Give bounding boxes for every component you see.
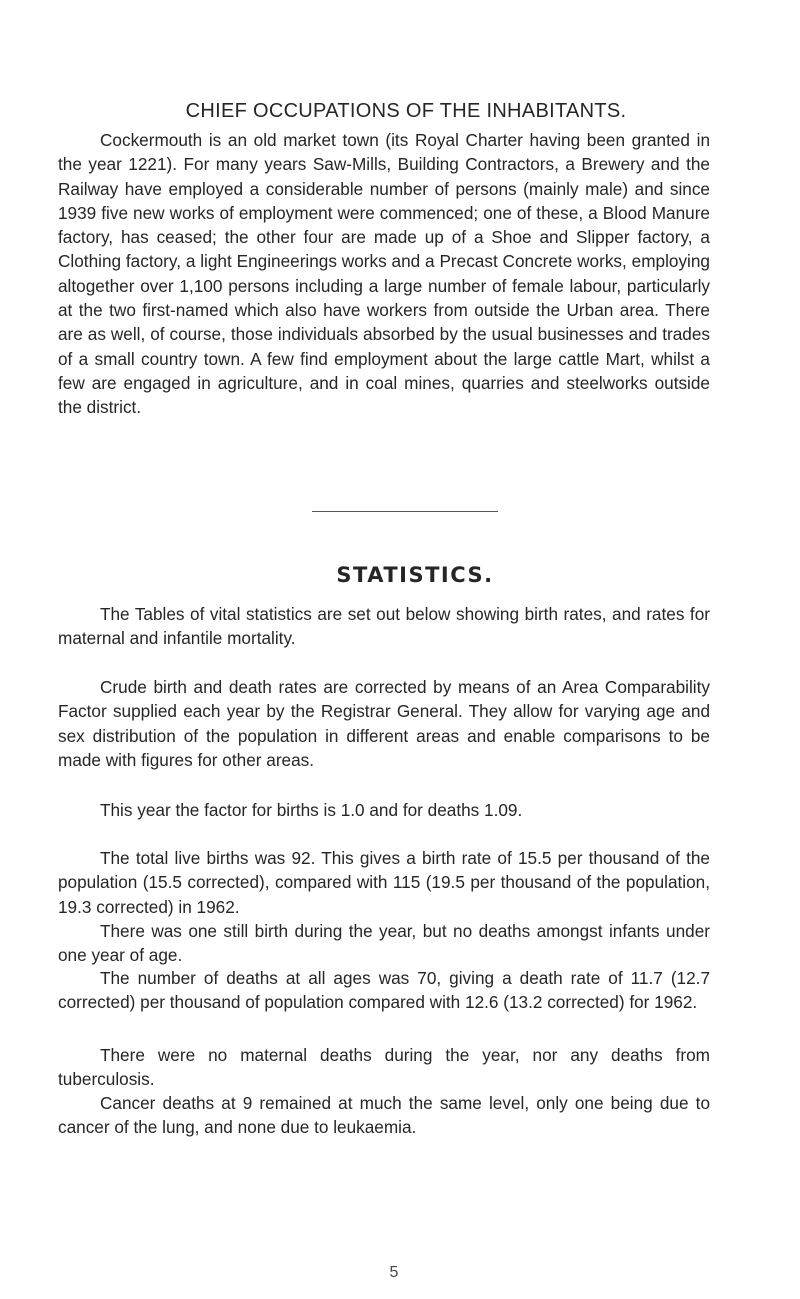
statistics-paragraph-1: The Tables of vital statistics are set out below showing birth rates, and rates for maternal and infantile mortality. [58,604,710,649]
statistics-paragraph-6: The number of deaths at all ages was 70, giving a death rate of 11.7 (12.7 corrected) per thousand of population compared with 12.6 (13.2 corrected) for 1962. [58,968,710,1013]
section-divider [312,511,498,512]
occupations-paragraph: Cockermouth is an old market town (its Royal Charter having been granted in the year 1221). For many years Saw-Mills, Building Contractors, a Brewery and the Railway have employed a considerable number of persons (mainly male) and since 1939 five new works of employment were commenced; one of these, a Blood Manure factory, has ceased; the other four are made up of a Shoe and Slipper factory, a Clothing factory, a light Engineerings works and a Precast Concrete works, employing altogether over 1,100 persons including a large number of female labour, particularly at the two first-named which also have workers from outside the Urban area. There are as well, of course, those individuals absorbed by the usual businesses and trades of a small country town. A few find employment about the large cattle Mart, whilst a few are engaged in agriculture, and in coal mines, quarries and steelworks outside the district. [58,130,710,418]
page-number: 5 [389,1264,399,1281]
statistics-paragraph-3: This year the factor for births is 1.0 and for deaths 1.09. [100,800,523,820]
section-title-occupations: CHIEF OCCUPATIONS OF THE INHABITANTS. [185,100,627,122]
statistics-paragraph-7: There were no maternal deaths during the year, nor any deaths from tuberculosis. [58,1045,710,1090]
statistics-paragraph-2: Crude birth and death rates are corrected by means of an Area Comparability Factor supplied each year by the Registrar General. They allow for varying age and sex distribution of the population in different areas and enable comparisons to be made with figures for other areas. [58,677,710,770]
statistics-paragraph-5: There was one still birth during the year, but no deaths amongst infants under one year of age. [58,921,710,966]
statistics-paragraph-4: The total live births was 92. This gives a birth rate of 15.5 per thousand of the population (15.5 corrected), compared with 115 (19.5 per thousand of the population, 19.3 corrected) in 1962. [58,848,710,917]
section-title-statistics: STATISTICS. [336,563,494,587]
statistics-paragraph-8: Cancer deaths at 9 remained at much the same level, only one being due to cancer of the lung, and none due to leukaemia. [58,1093,710,1138]
